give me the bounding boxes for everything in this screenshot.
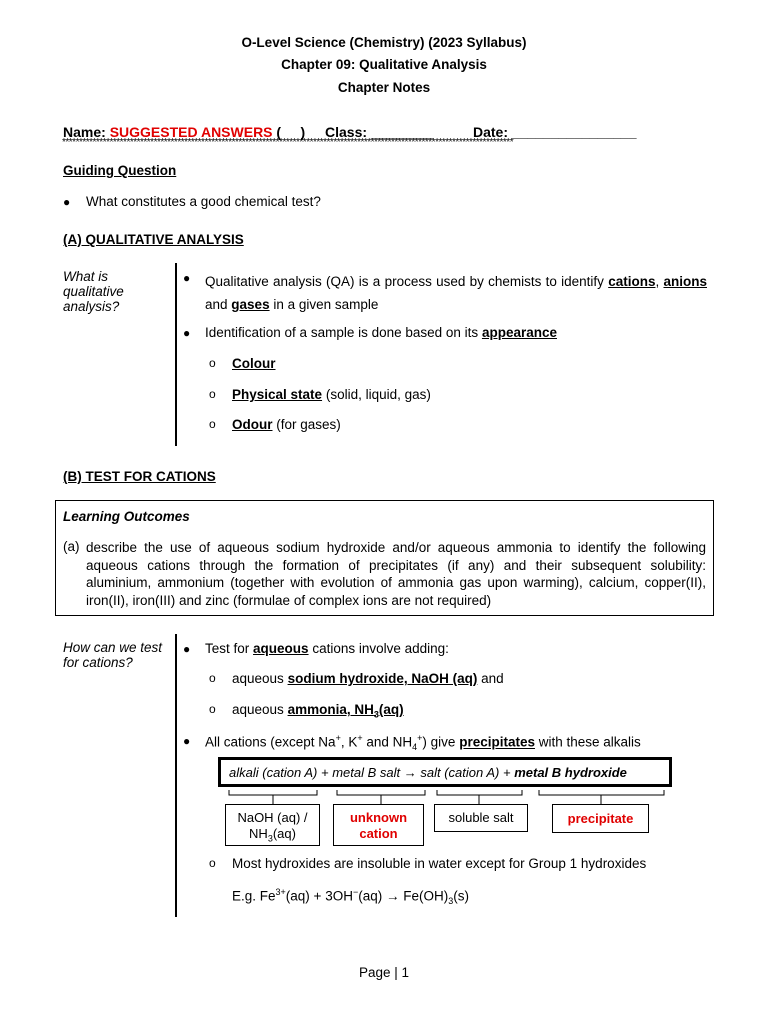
label-box-precipitate: precipitate bbox=[552, 804, 649, 833]
test-aqueous-line bbox=[205, 641, 449, 656]
bullet-icon: ● bbox=[183, 271, 191, 285]
precip-text: All cations (except Na bbox=[205, 734, 336, 750]
keyword-ammonia bbox=[287, 702, 404, 720]
section-a-divider bbox=[175, 263, 177, 446]
date-label: Date: bbox=[473, 124, 509, 140]
circle-bullet-icon: o bbox=[209, 702, 216, 716]
alkali-line2 bbox=[226, 826, 319, 847]
alkali-state: (aq) bbox=[272, 826, 296, 841]
test-text: Test for bbox=[205, 641, 250, 656]
section-b-divider bbox=[175, 634, 177, 917]
eg-text: (s) bbox=[453, 888, 469, 904]
keyword-naoh: sodium hydroxide, NaOH (aq) bbox=[287, 671, 478, 686]
reagent-and: and bbox=[481, 671, 504, 686]
ammonia-text: ammonia, NH bbox=[287, 702, 374, 717]
alkali-nh: NH bbox=[249, 826, 268, 841]
reagent-prefix: aqueous bbox=[232, 702, 284, 717]
label-box-soluble-salt: soluble salt bbox=[434, 804, 528, 832]
section-a-side-question: What is qualitative analysis? bbox=[63, 269, 124, 314]
alkali-sub: 3 bbox=[267, 833, 273, 844]
star-divider: ************************************************************************************************************************************* bbox=[62, 138, 514, 148]
reagent-ammonia bbox=[232, 702, 404, 720]
sub-odour bbox=[232, 417, 341, 432]
odour-detail: (for gases) bbox=[276, 417, 341, 432]
qa-definition: Qualitative analysis (QA) is a process used by chemists to identify cations, anions and gases in a given sample bbox=[205, 274, 707, 312]
qa-definition-end: in a given sample bbox=[273, 297, 379, 312]
brace-3 bbox=[437, 790, 522, 805]
bullet-icon: ● bbox=[183, 642, 191, 656]
brace-1 bbox=[229, 790, 317, 805]
page-number: Page | 1 bbox=[358, 965, 410, 980]
name-label: Name: bbox=[63, 124, 106, 140]
sup: + bbox=[357, 733, 363, 743]
sub: 4 bbox=[412, 742, 418, 753]
bullet-icon: ● bbox=[63, 195, 71, 209]
bullet-icon: ● bbox=[183, 326, 191, 340]
name-value: SUGGESTED ANSWERS bbox=[109, 124, 273, 140]
bullet-icon: ● bbox=[183, 734, 191, 748]
index-paren: ( ) bbox=[276, 124, 306, 140]
circle-bullet-icon: o bbox=[209, 671, 216, 685]
precipitate-line bbox=[205, 733, 641, 752]
precip-text: ) give bbox=[422, 734, 456, 750]
example-equation bbox=[232, 887, 469, 906]
lo-label: (a) bbox=[63, 539, 80, 554]
test-text-end: cations involve adding: bbox=[312, 641, 449, 656]
conj-and: and bbox=[205, 297, 228, 312]
keyword-gases: gases bbox=[231, 297, 270, 312]
eq-salt: salt (cation A) + bbox=[420, 764, 511, 780]
date-blank: ________________ bbox=[511, 124, 637, 140]
section-b-side-question: How can we test for cations? bbox=[63, 640, 163, 670]
keyword-aqueous: aqueous bbox=[253, 641, 309, 656]
eg-text: E.g. Fe bbox=[232, 888, 276, 904]
keyword-cations: cations bbox=[608, 274, 656, 289]
class-label: Class: bbox=[325, 124, 368, 140]
alkali-line1: NaOH (aq) / bbox=[237, 810, 308, 825]
keyword-appearance: appearance bbox=[481, 325, 557, 340]
precip-text-end: with these alkalis bbox=[538, 734, 641, 750]
brace-4 bbox=[539, 790, 664, 805]
learning-outcomes-title: Learning Outcomes bbox=[63, 509, 190, 524]
sub-colour: Colour bbox=[232, 356, 276, 371]
chapter-notes-label: Chapter Notes bbox=[337, 80, 431, 95]
doc-title: O-Level Science (Chemistry) (2023 Syllabus) bbox=[241, 35, 527, 50]
sub-physical-state bbox=[232, 387, 431, 402]
hydroxide-solubility: Most hydroxides are insoluble in water except for Group 1 hydroxides bbox=[232, 856, 647, 871]
label-box-unknown-cation: unknown cation bbox=[333, 804, 424, 846]
circle-bullet-icon: o bbox=[209, 387, 216, 401]
sub: 3 bbox=[448, 896, 454, 907]
identification-line bbox=[205, 325, 557, 340]
guiding-question-text: What constitutes a good chemical test? bbox=[86, 194, 321, 209]
keyword-precipitates: precipitates bbox=[459, 734, 535, 750]
reagent-prefix: aqueous bbox=[232, 671, 284, 686]
precip-text: and NH bbox=[362, 734, 413, 750]
keyword-physical-state: Physical state bbox=[232, 387, 323, 402]
eg-text: (aq) → Fe(OH) bbox=[358, 888, 449, 904]
keyword-odour: Odour bbox=[232, 417, 273, 432]
eq-hydroxide: metal B hydroxide bbox=[514, 764, 627, 780]
eg-text: (aq) + 3OH bbox=[285, 888, 353, 904]
keyword-anions: anions bbox=[663, 274, 707, 289]
section-a-heading: (A) QUALITATIVE ANALYSIS bbox=[63, 232, 244, 247]
ammonia-subscript: 3 bbox=[373, 709, 379, 720]
identification-text: Identification of a sample is done based on its bbox=[205, 325, 479, 340]
qa-definition-text: Qualitative analysis (QA) is a process used by chemists to identify bbox=[205, 274, 604, 289]
label-box-alkali bbox=[225, 804, 320, 846]
circle-bullet-icon: o bbox=[209, 417, 216, 431]
guiding-question-heading: Guiding Question bbox=[63, 163, 177, 178]
general-equation-box bbox=[218, 757, 672, 787]
physical-state-detail: (solid, liquid, gas) bbox=[325, 387, 431, 402]
arrow-icon: → bbox=[403, 764, 417, 780]
circle-bullet-icon: o bbox=[209, 856, 216, 870]
reagent-naoh bbox=[232, 671, 504, 686]
chapter-title: Chapter 09: Qualitative Analysis bbox=[281, 57, 487, 72]
sup: 3+ bbox=[275, 887, 286, 897]
eq-reactants: alkali (cation A) + metal B salt bbox=[229, 764, 401, 780]
precip-text: , K bbox=[340, 734, 358, 750]
ammonia-state: (aq) bbox=[378, 702, 404, 717]
sup: + bbox=[417, 733, 423, 743]
sup: + bbox=[335, 733, 341, 743]
section-b-heading: (B) TEST FOR CATIONS bbox=[63, 469, 216, 484]
sup: − bbox=[352, 887, 359, 897]
class-blank: ________ bbox=[370, 124, 434, 140]
brace-2 bbox=[337, 790, 425, 805]
lo-text: describe the use of aqueous sodium hydroxide and/or aqueous ammonia to identify the following aqueous cations through the formation of precipitates (if any) and their subsequent solubility: aluminium, ammonium (together with evolution of ammonia gas upon warming), calcium, copper(II), iron(II), iron(III) and zinc (formulae of complex ions are not required) bbox=[86, 540, 706, 608]
circle-bullet-icon: o bbox=[209, 356, 216, 370]
